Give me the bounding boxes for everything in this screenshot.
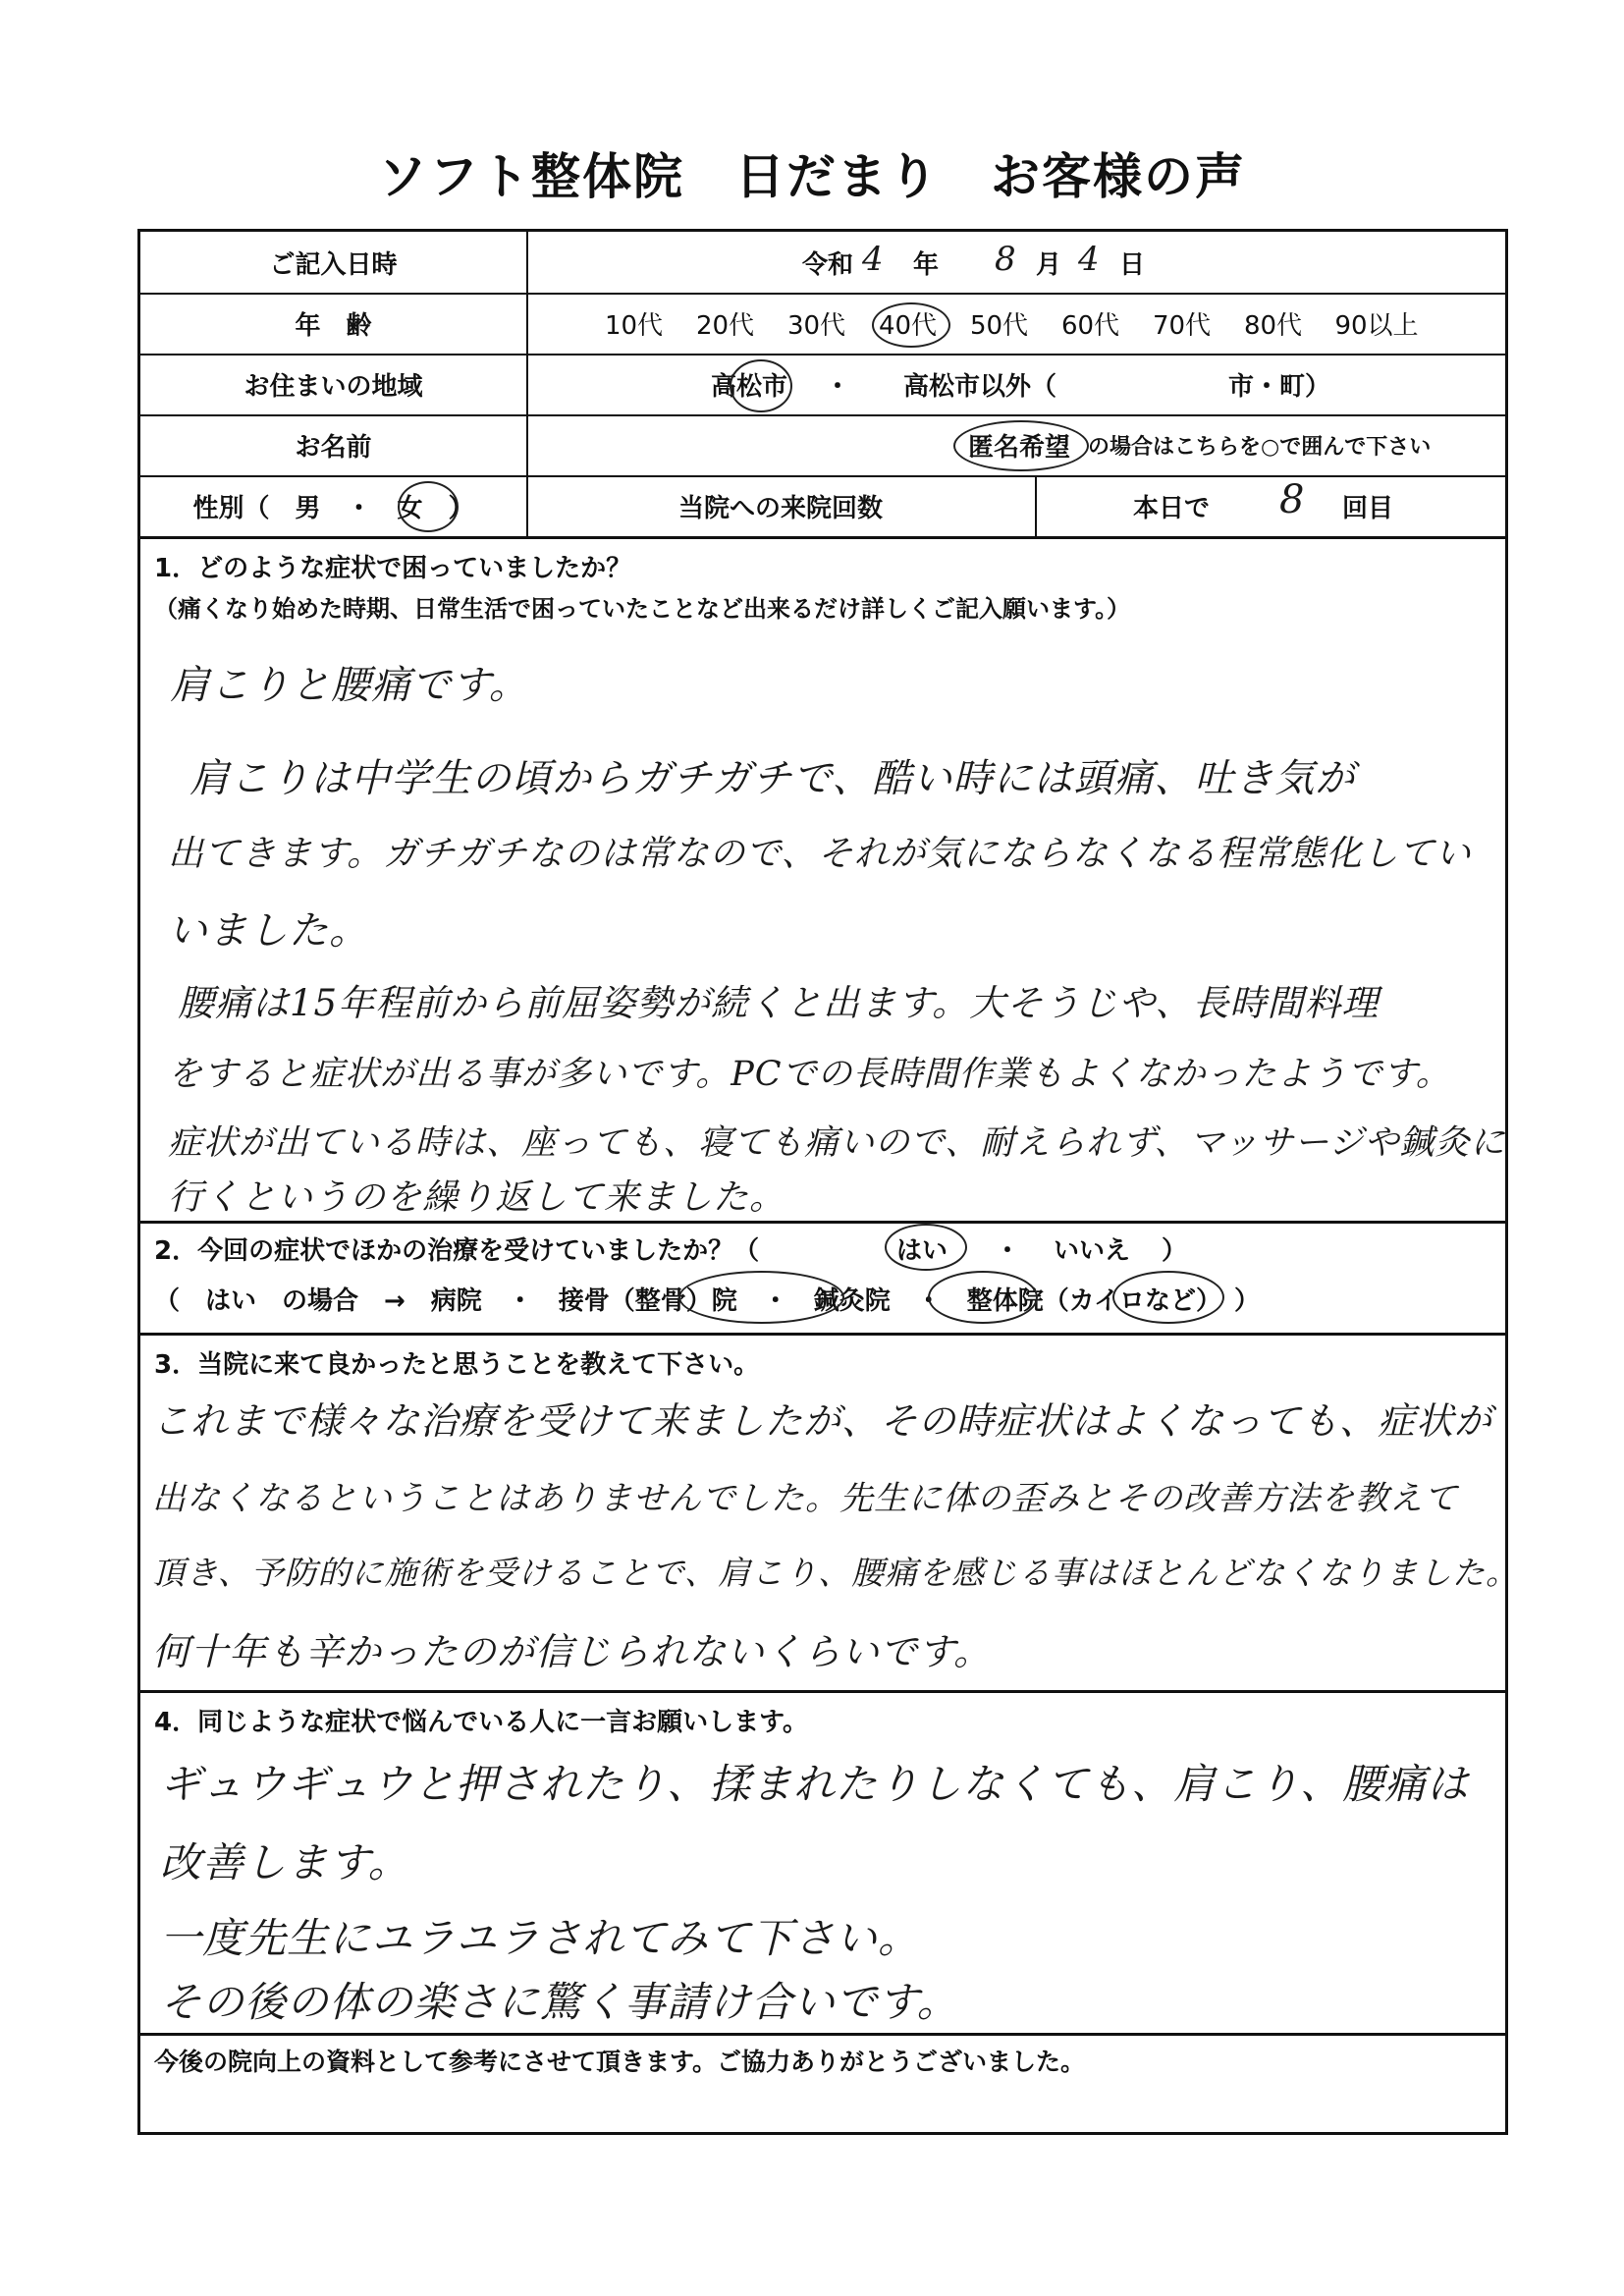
gender-label: 性別（ 男 ・ 女 ） (192, 493, 474, 523)
q1-answer-line: 行くというのを繰り返して来ました。 (168, 1177, 786, 1218)
region-option-takamatsu: 高松市 (710, 371, 787, 402)
region-suffix: 市・町） (1227, 371, 1330, 402)
age-option-selected: 40代 (878, 310, 938, 341)
q2-detail-circle (678, 1271, 844, 1324)
visits-suffix: 回目 (1341, 493, 1393, 523)
q4-question: 4．同じような症状で悩んでいる人に一言お願いします。 (154, 1708, 809, 1737)
date-era: 令和 (801, 249, 853, 280)
q4-answer-line: 改善します。 (160, 1838, 410, 1886)
region-label: お住まいの地域 (244, 371, 423, 402)
page-title: ソフト整体院 日だまり お客様の声 (378, 148, 1246, 205)
q1-answer-line: をすると症状が出る事が多いです。PCでの長時間作業もよくなかったようです。 (168, 1055, 1451, 1094)
survey-form (137, 229, 1520, 2135)
age-label: 年 齢 (295, 310, 372, 341)
name-label: お名前 (295, 432, 372, 463)
q2-no: いいえ (1054, 1236, 1131, 1266)
q2-close: ） (1162, 1236, 1188, 1266)
age-option: 10代 (604, 310, 664, 341)
q2-detail-circle (928, 1271, 1038, 1324)
age-option: 50代 (969, 310, 1029, 341)
q4-answer-line: その後の体の楽さに驚く事請け合いです。 (160, 1978, 959, 2026)
date-day: 4 (1078, 240, 1101, 279)
q3-answer-line: 出なくなるということはありませんでした。先生に体の歪みとその改善方法を教えて (152, 1479, 1458, 1518)
visits-label: 当院への来院回数 (677, 493, 883, 523)
visits-count: 8 (1279, 477, 1306, 522)
anonymous-note: の場合はこちらを○で囲んで下さい (1088, 434, 1432, 460)
q1-answer-line: いました。 (168, 908, 369, 954)
anonymous-circle (953, 420, 1089, 471)
q4-answer-line: ギュウギュウと押されたり、揉まれたりしなくても、肩こり、腰痛は (160, 1760, 1470, 1808)
age-selected-circle (872, 302, 950, 348)
date-year: 4 (862, 240, 885, 279)
q1-answer-line: 肩こりは中学生の頃からガチガチで、酷い時には頭痛、吐き気が (189, 756, 1356, 801)
q2-detail-circle (1112, 1271, 1224, 1324)
q1-answer-line: 腰痛は15年程前から前屈姿勢が続くと出ます。大そうじや、長時間料理 (178, 982, 1380, 1024)
q1-question: 1．どのような症状で困っていましたか？ (154, 554, 632, 583)
date-year-unit: 年 (912, 249, 939, 280)
date-label: ご記入日時 (269, 249, 398, 280)
region-selected-circle (730, 359, 792, 412)
q3-answer-line: 何十年も辛かったのが信じられないくらいです。 (152, 1630, 992, 1673)
q2-yes-circle (885, 1224, 967, 1271)
q3-answer-line: 頂き、予防的に施術を受けることで、肩こり、腰痛を感じる事はほとんどなくなりました。 (152, 1554, 1520, 1592)
q1-answer-line: 肩こりと腰痛です。 (170, 663, 529, 708)
q4-answer-line: 一度先生にユラユラされてみて下さい。 (160, 1914, 921, 1962)
age-option: 60代 (1060, 310, 1120, 341)
gender-selected-circle (398, 481, 459, 532)
age-option: 30代 (786, 310, 846, 341)
q3-answer-line: これまで様々な治療を受けて来ましたが、その時症状はよくなっても、症状が (152, 1399, 1493, 1443)
q1-hint: （痛くなり始めた時期、日常生活で困っていたことなど出来るだけ詳しくご記入願います。） (154, 595, 1131, 623)
q3-question: 3．当院に来て良かったと思うことを教えて下さい。 (154, 1350, 760, 1380)
q2-question: 2．今回の症状でほかの治療を受けていましたか？（ (154, 1236, 760, 1266)
date-month: 8 (995, 240, 1017, 279)
region-option-other: 高松市以外（ (902, 371, 1056, 402)
visits-prefix: 本日で (1132, 493, 1210, 523)
age-option: 90以上 (1334, 310, 1419, 341)
age-option: 70代 (1152, 310, 1212, 341)
q2-separator: ・ (995, 1236, 1021, 1266)
date-day-unit: 日 (1118, 249, 1145, 280)
anonymous-option: 匿名希望 (967, 432, 1070, 463)
q1-answer-line: 出てきます。ガチガチなのは常なので、それが気にならなくなる程常態化してい (168, 834, 1472, 874)
age-option: 80代 (1243, 310, 1303, 341)
age-option: 20代 (695, 310, 755, 341)
q2-yes: はい (896, 1236, 948, 1266)
region-separator: ・ (824, 371, 850, 402)
footer-note: 今後の院向上の資料として参考にさせて頂きます。ご協力ありがとうございました。 (154, 2048, 1086, 2076)
q1-answer-line: 症状が出ている時は、座っても、寝ても痛いので、耐えられず、マッサージや鍼灸に (168, 1123, 1506, 1163)
q2-detail: （ はい の場合 → 病院 ・ 接骨（整骨）院 ・ 鍼灸院 ・ 整体院（カイロなど） ） (154, 1286, 1261, 1316)
date-month-unit: 月 (1035, 249, 1061, 280)
